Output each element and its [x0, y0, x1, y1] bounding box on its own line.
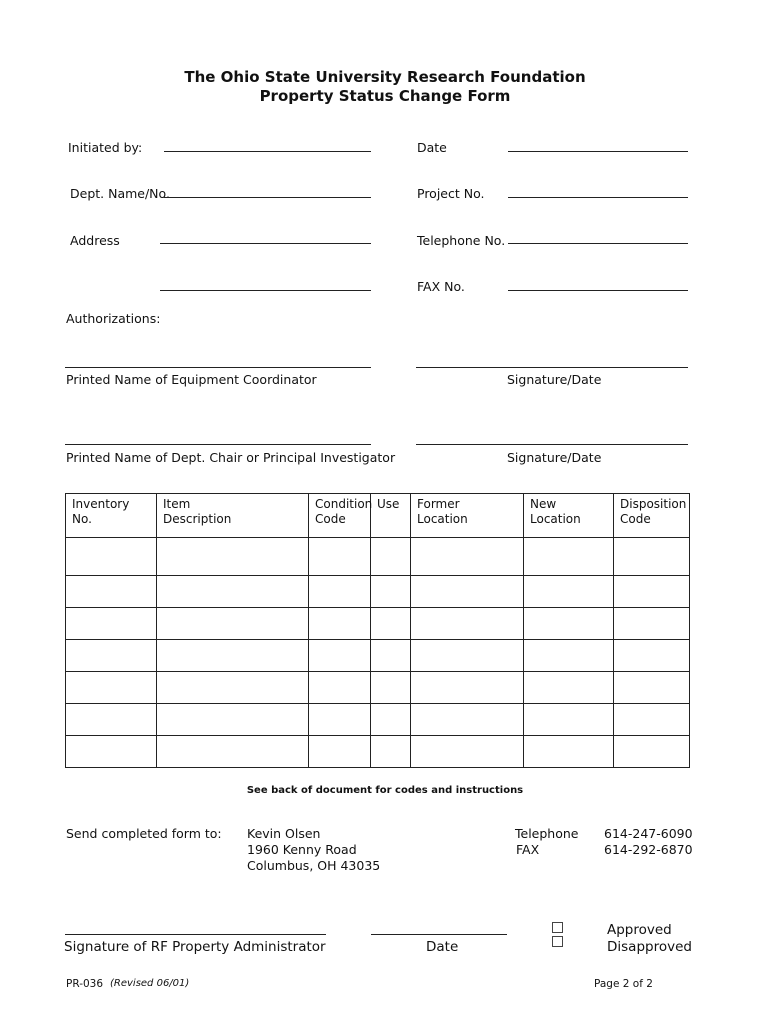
table-cell[interactable] — [524, 704, 614, 736]
form-title: The Ohio State University Research Foundation — [184, 68, 586, 86]
administrator-signature-label: Signature of RF Property Administrator — [64, 939, 326, 955]
table-cell[interactable] — [371, 672, 411, 704]
date-field[interactable] — [508, 151, 688, 152]
table-cell[interactable] — [411, 576, 524, 608]
table-cell[interactable] — [309, 538, 371, 576]
table-cell[interactable] — [411, 736, 524, 768]
administrator-date-field[interactable] — [371, 934, 507, 935]
telephone-label: Telephone No. — [417, 233, 506, 248]
fax-contact-value: 614-292-6870 — [604, 842, 693, 857]
table-cell[interactable] — [157, 608, 309, 640]
table-cell[interactable] — [614, 576, 690, 608]
header-condition-code: Condition Code — [309, 494, 371, 538]
header-use: Use — [371, 494, 411, 538]
address-label: Address — [70, 233, 120, 248]
table-cell[interactable] — [157, 538, 309, 576]
table-cell[interactable] — [411, 640, 524, 672]
date-label: Date — [417, 140, 447, 155]
table-cell[interactable] — [614, 672, 690, 704]
table-cell[interactable] — [371, 576, 411, 608]
table-cell[interactable] — [66, 704, 157, 736]
initiated-by-label: Initiated by: — [68, 140, 143, 155]
table-cell[interactable] — [524, 608, 614, 640]
table-cell[interactable] — [614, 640, 690, 672]
form-subtitle: Property Status Change Form — [259, 87, 511, 105]
table-cell[interactable] — [524, 672, 614, 704]
telephone-contact-value: 614-247-6090 — [604, 826, 693, 841]
project-label: Project No. — [417, 186, 485, 201]
table-row — [66, 736, 690, 768]
disapproved-label: Disapproved — [607, 939, 692, 955]
table-cell[interactable] — [157, 576, 309, 608]
chair-signature-field[interactable] — [416, 444, 688, 445]
property-table — [65, 493, 690, 768]
signature-date-label-1: Signature/Date — [507, 372, 602, 387]
coordinator-label: Printed Name of Equipment Coordinator — [66, 372, 317, 387]
table-cell[interactable] — [411, 538, 524, 576]
chair-label: Printed Name of Dept. Chair or Principal Investigator — [66, 450, 396, 465]
table-row — [66, 576, 690, 608]
table-cell[interactable] — [524, 538, 614, 576]
coordinator-name-field[interactable] — [65, 367, 371, 368]
table-cell[interactable] — [614, 608, 690, 640]
header-disposition-code: Disposition Code — [614, 494, 690, 538]
table-cell[interactable] — [66, 640, 157, 672]
instructions-note: See back of document for codes and instructions — [246, 785, 524, 796]
table-row — [66, 538, 690, 576]
table-cell[interactable] — [309, 576, 371, 608]
table-row — [66, 640, 690, 672]
dept-label: Dept. Name/No. — [70, 186, 170, 201]
table-cell[interactable] — [309, 736, 371, 768]
table-cell[interactable] — [309, 608, 371, 640]
dept-field[interactable] — [164, 197, 371, 198]
table-cell[interactable] — [66, 538, 157, 576]
table-row — [66, 704, 690, 736]
header-new-location: New Location — [524, 494, 614, 538]
table-cell[interactable] — [66, 576, 157, 608]
table-cell[interactable] — [524, 736, 614, 768]
table-cell[interactable] — [371, 640, 411, 672]
table-cell[interactable] — [614, 538, 690, 576]
initiated-by-field[interactable] — [164, 151, 371, 152]
table-cell[interactable] — [309, 640, 371, 672]
table-cell[interactable] — [371, 704, 411, 736]
coordinator-signature-field[interactable] — [416, 367, 688, 368]
disapproved-checkbox[interactable] — [552, 936, 563, 947]
send-to-label: Send completed form to: — [66, 826, 222, 841]
table-cell[interactable] — [411, 608, 524, 640]
fax-field[interactable] — [508, 290, 688, 291]
table-cell[interactable] — [371, 538, 411, 576]
address-field[interactable] — [160, 243, 371, 244]
table-cell[interactable] — [157, 640, 309, 672]
table-cell[interactable] — [157, 704, 309, 736]
table-cell[interactable] — [614, 736, 690, 768]
telephone-contact-label: Telephone — [515, 826, 579, 841]
project-field[interactable] — [508, 197, 688, 198]
table-header-row — [66, 494, 690, 538]
table-cell[interactable] — [309, 672, 371, 704]
header-item-description: Item Description — [157, 494, 309, 538]
table-cell[interactable] — [371, 736, 411, 768]
table-cell[interactable] — [157, 736, 309, 768]
revision-date: (Revised 06/01) — [110, 978, 190, 989]
table-cell[interactable] — [524, 576, 614, 608]
administrator-signature-field[interactable] — [65, 934, 326, 935]
header-inventory-no: Inventory No. — [66, 494, 157, 538]
table-cell[interactable] — [411, 672, 524, 704]
approved-label: Approved — [607, 922, 672, 938]
table-cell[interactable] — [66, 672, 157, 704]
form-id: PR-036 — [66, 978, 104, 990]
contact-city: Columbus, OH 43035 — [247, 858, 381, 873]
page-number: Page 2 of 2 — [594, 978, 653, 990]
table-row — [66, 608, 690, 640]
contact-name: Kevin Olsen — [247, 826, 321, 841]
approved-checkbox[interactable] — [552, 922, 563, 933]
table-row — [66, 672, 690, 704]
table-cell[interactable] — [371, 608, 411, 640]
fax-label: FAX No. — [417, 279, 465, 294]
fax-contact-label: FAX — [516, 842, 540, 857]
table-cell[interactable] — [411, 704, 524, 736]
telephone-field[interactable] — [508, 243, 688, 244]
signature-date-label-2: Signature/Date — [507, 450, 602, 465]
table-cell[interactable] — [66, 608, 157, 640]
address-field-2[interactable] — [160, 290, 371, 291]
table-cell[interactable] — [66, 736, 157, 768]
chair-name-field[interactable] — [65, 444, 371, 445]
authorizations-heading: Authorizations: — [66, 311, 161, 326]
administrator-date-label: Date — [426, 939, 459, 955]
table-cell[interactable] — [524, 640, 614, 672]
contact-street: 1960 Kenny Road — [247, 842, 357, 857]
header-former-location: Former Location — [411, 494, 524, 538]
table-cell[interactable] — [614, 704, 690, 736]
table-cell[interactable] — [309, 704, 371, 736]
table-cell[interactable] — [157, 672, 309, 704]
